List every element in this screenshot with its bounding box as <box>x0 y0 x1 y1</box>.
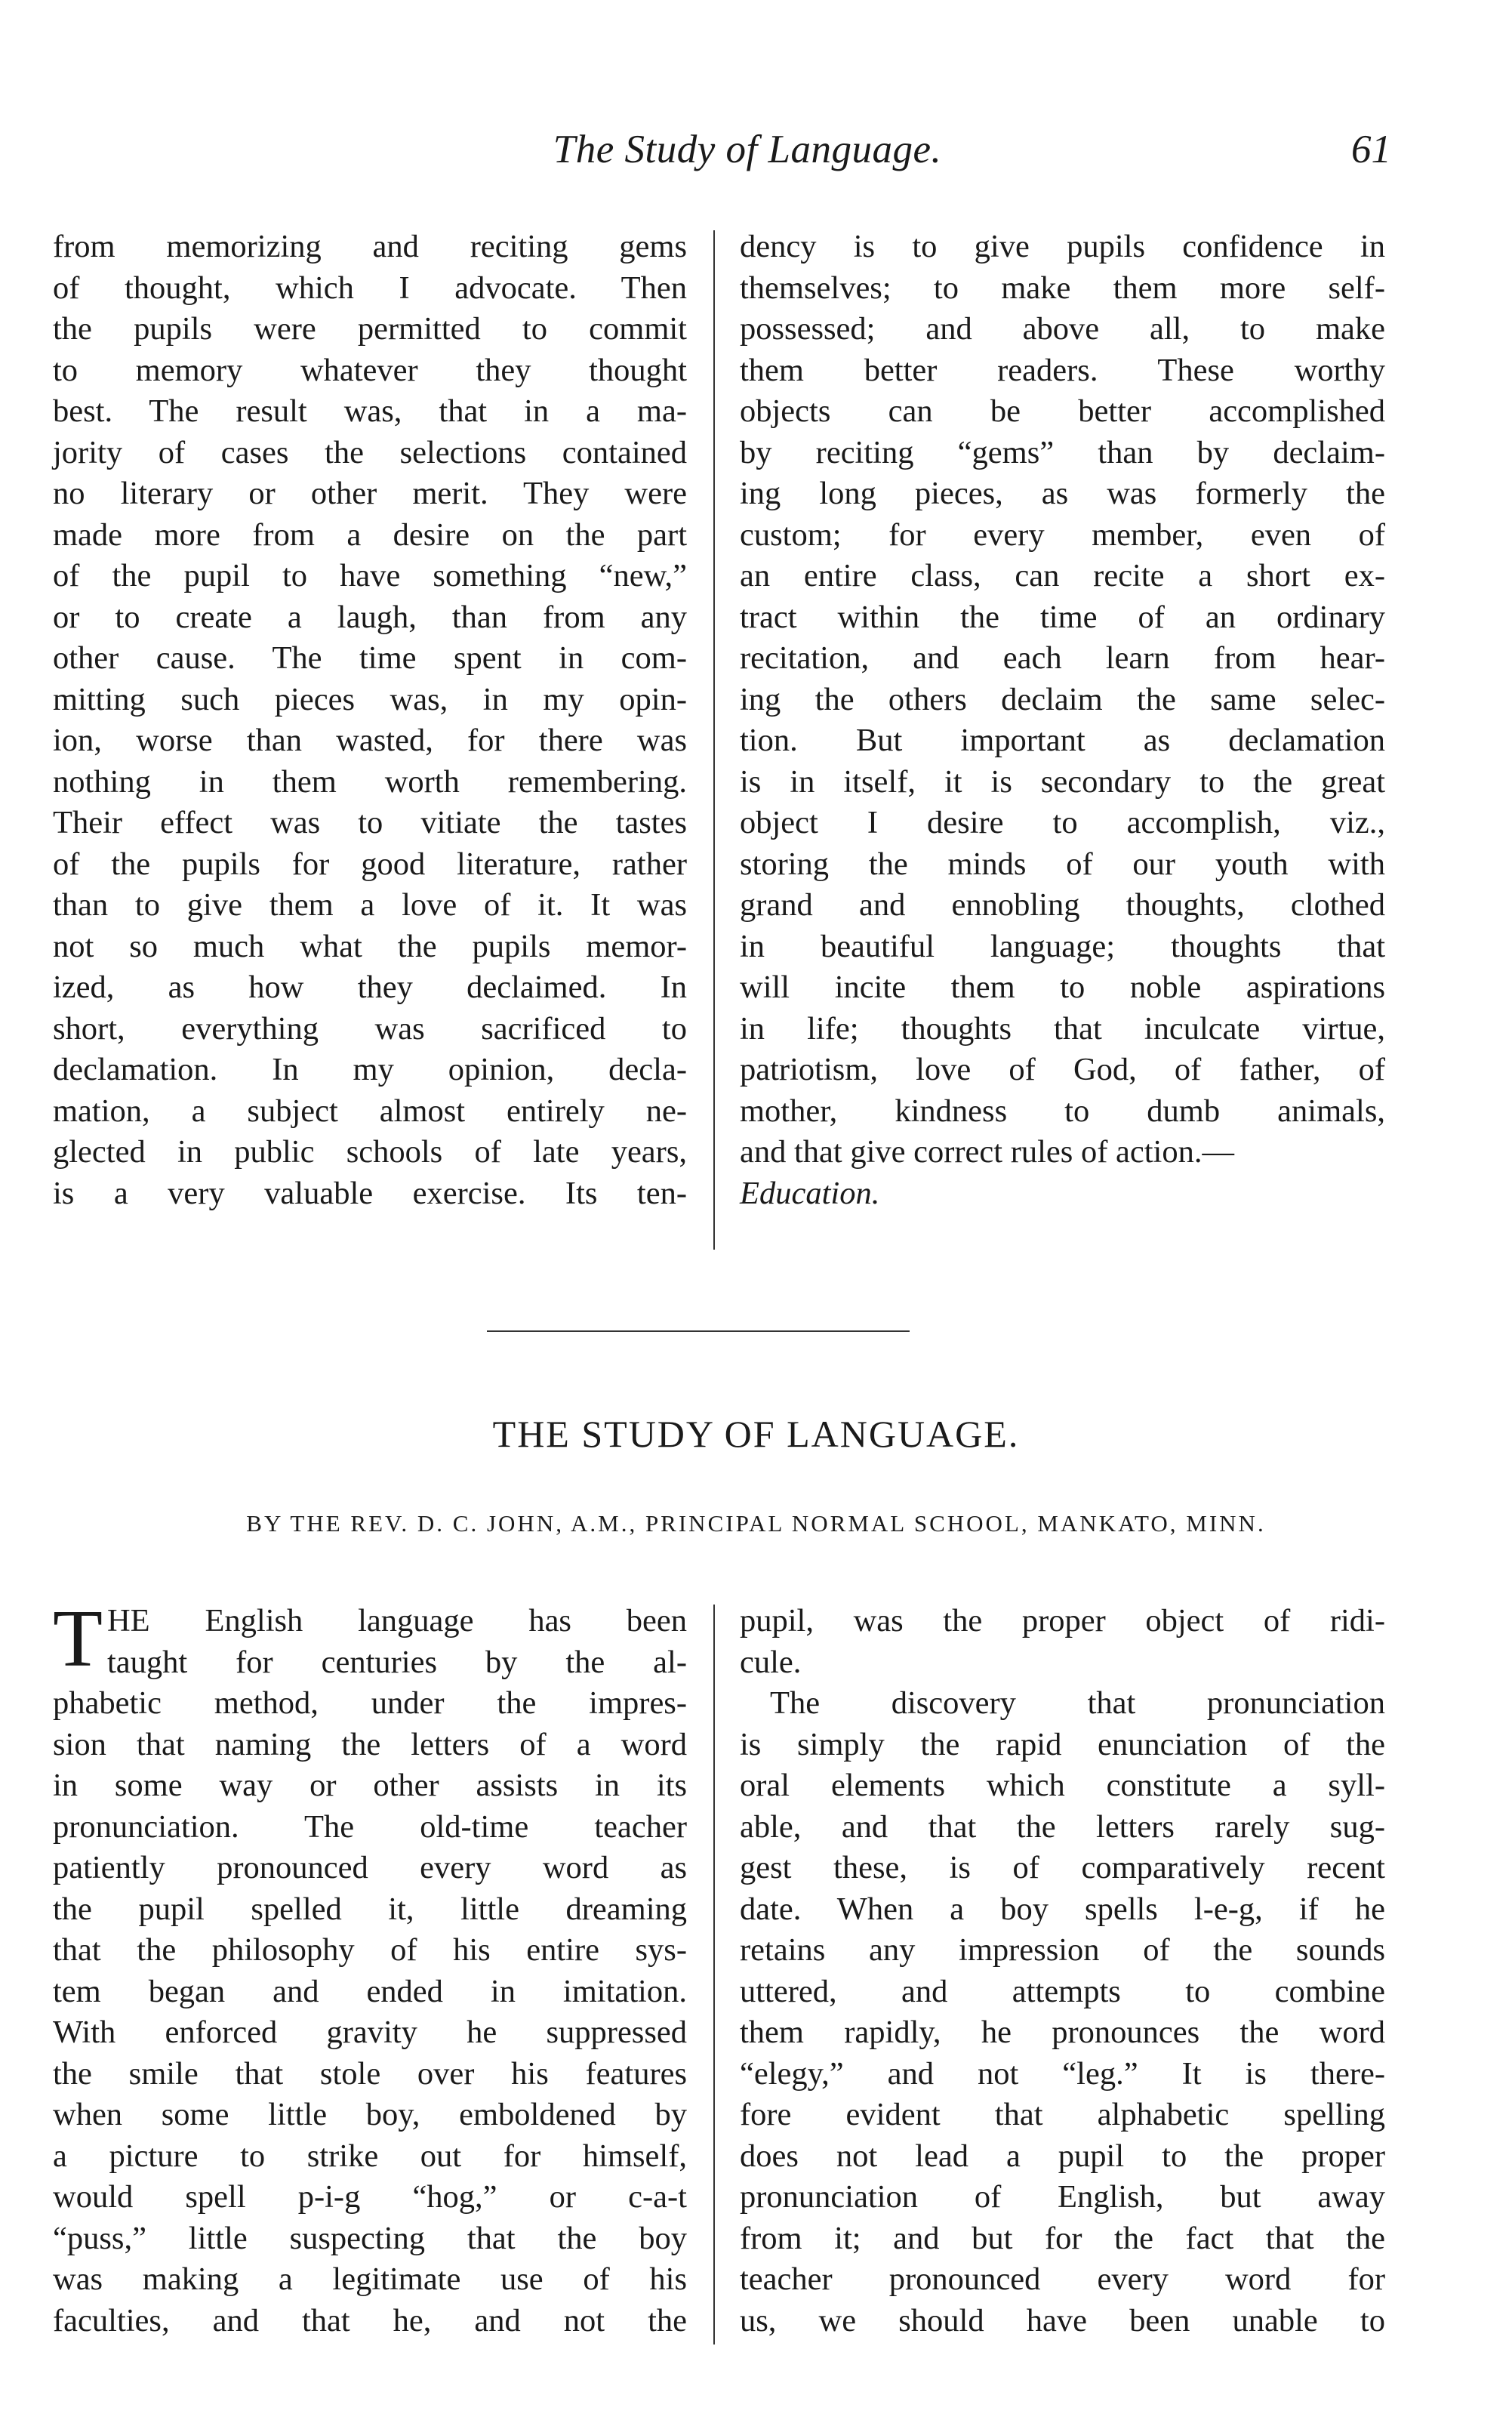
text-line: the pupils were permitted to commit <box>53 311 687 347</box>
text-line: patriotism, love of God, of father, of <box>740 1052 1385 1087</box>
text-line: ized, as how they declaimed. In <box>53 970 687 1005</box>
text-line: them rapidly, he pronounces the word <box>740 2015 1385 2050</box>
section-divider <box>487 1330 910 1332</box>
text-line: possessed; and above all, to make <box>740 311 1385 347</box>
text-line: teacher pronounced every word for <box>740 2261 1385 2297</box>
running-head <box>0 127 1512 180</box>
text-line: to memory whatever they thought <box>53 352 687 388</box>
text-line: that the philosophy of his entire sys- <box>53 1932 687 1968</box>
text-line: objects can be better accomplished <box>740 393 1385 429</box>
text-line: uttered, and attempts to combine <box>740 1973 1385 2009</box>
text-line: taught for centuries by the al- <box>106 1644 687 1680</box>
text-line: is a very valuable exercise. Its ten- <box>53 1175 687 1211</box>
text-line: recitation, and each learn from hear- <box>740 640 1385 676</box>
text-line: was making a legitimate use of his <box>53 2261 687 2297</box>
article-byline: BY THE REV. D. C. JOHN, A.M., PRINCIPAL NORMAL SCHOOL, MANKATO, MINN. <box>246 1510 1266 1537</box>
text-line: is simply the rapid enunciation of the <box>740 1726 1385 1762</box>
text-line: able, and that the letters rarely sug- <box>740 1808 1385 1845</box>
text-line: pronunciation. The old-time teacher <box>53 1808 687 1845</box>
text-line: and that give correct rules of action.— <box>740 1134 1234 1170</box>
running-title: The Study of Language. <box>553 128 942 171</box>
text-line: mother, kindness to dumb animals, <box>740 1093 1385 1129</box>
text-line: from it; and but for the fact that the <box>740 2220 1385 2256</box>
text-line: date. When a boy spells l-e-g, if he <box>740 1891 1385 1927</box>
text-line: pupil, was the proper object of ridi- <box>740 1603 1385 1639</box>
text-line: phabetic method, under the impres- <box>53 1685 687 1721</box>
text-line: best. The result was, that in a ma- <box>53 393 687 429</box>
text-line: not so much what the pupils memor- <box>53 928 687 964</box>
text-line: mitting such pieces was, in my opin- <box>53 681 687 717</box>
text-line: of thought, which I advocate. Then <box>53 270 687 306</box>
text-line: ing the others declaim the same selec- <box>740 681 1385 717</box>
text-line: other cause. The time spent in com- <box>53 640 687 676</box>
text-line: would spell p-i-g “hog,” or c-a-t <box>53 2179 687 2215</box>
text-line: short, everything was sacrificed to <box>53 1010 687 1047</box>
text-line: or to create a laugh, than from any <box>53 599 687 635</box>
text-line: Their effect was to vitiate the tastes <box>53 805 687 840</box>
column-divider <box>713 230 715 1250</box>
text-line: made more from a desire on the part <box>53 516 687 553</box>
text-line: in beautiful language; thoughts that <box>740 928 1385 964</box>
text-line: ing long pieces, as was formerly the <box>740 476 1385 511</box>
text-line: grand and ennobling thoughts, clothed <box>740 887 1385 923</box>
text-line: declamation. In my opinion, decla- <box>53 1052 687 1087</box>
text-line: mation, a subject almost entirely ne- <box>53 1093 687 1129</box>
text-line: us, we should have been unable to <box>740 2302 1385 2338</box>
text-line: no literary or other merit. They were <box>53 476 687 511</box>
text-line: tract within the time of an ordinary <box>740 599 1385 635</box>
article-title: THE STUDY OF LANGUAGE. <box>492 1413 1020 1455</box>
text-line: when some little boy, emboldened by <box>53 2097 687 2132</box>
text-line: tion. But important as declamation <box>740 723 1385 758</box>
text-line: With enforced gravity he suppressed <box>53 2015 687 2050</box>
text-line: custom; for every member, even of <box>740 516 1385 553</box>
text-line: sion that naming the letters of a word <box>53 1726 687 1762</box>
column-divider <box>713 1605 715 2344</box>
text-line: HE English language has been <box>106 1603 687 1639</box>
text-line: patiently pronounced every word as <box>53 1850 687 1885</box>
text-line: The discovery that pronunciation <box>770 1685 1385 1721</box>
text-line: in some way or other assists in its <box>53 1768 687 1803</box>
text-line: the smile that stole over his features <box>53 2055 687 2092</box>
text-line: by reciting “gems” than by declaim- <box>740 434 1385 470</box>
text-line: the pupil spelled it, little dreaming <box>53 1891 687 1927</box>
text-line: object I desire to accomplish, viz., <box>740 805 1385 840</box>
text-line: “elegy,” and not “leg.” It is there- <box>740 2055 1385 2092</box>
text-line: dency is to give pupils confidence in <box>740 229 1385 264</box>
source-citation: Education. <box>740 1175 880 1211</box>
text-line: nothing in them worth remembering. <box>53 763 687 800</box>
text-line: them better readers. These worthy <box>740 352 1385 388</box>
text-line: oral elements which constitute a syll- <box>740 1768 1385 1803</box>
text-line: “puss,” little suspecting that the boy <box>53 2220 687 2256</box>
text-line: faculties, and that he, and not the <box>53 2302 687 2338</box>
text-line: themselves; to make them more self- <box>740 270 1385 306</box>
drop-cap: T <box>53 1594 103 1684</box>
page-number: 61 <box>1351 128 1391 171</box>
upper-right-column <box>740 227 1385 1214</box>
text-line: of the pupil to have something “new,” <box>53 558 687 593</box>
article-right-column <box>740 1601 1385 2341</box>
text-line: will incite them to noble aspirations <box>740 970 1385 1005</box>
text-line: jority of cases the selections contained <box>53 434 687 470</box>
text-line: ion, worse than wasted, for there was <box>53 723 687 758</box>
text-line: retains any impression of the sounds <box>740 1932 1385 1968</box>
article-left-column <box>53 1594 687 2341</box>
text-line: in life; thoughts that inculcate virtue, <box>740 1010 1385 1047</box>
text-line: glected in public schools of late years, <box>53 1134 687 1170</box>
text-line: an entire class, can recite a short ex- <box>740 558 1385 593</box>
text-line: than to give them a love of it. It was <box>53 887 687 923</box>
text-line: does not lead a pupil to the proper <box>740 2138 1385 2174</box>
upper-left-column <box>53 227 687 1214</box>
text-line: storing the minds of our youth with <box>740 846 1385 882</box>
text-line: gest these, is of comparatively recent <box>740 1850 1385 1885</box>
text-line: from memorizing and reciting gems <box>53 229 687 264</box>
text-line: is in itself, it is secondary to the great <box>740 763 1385 800</box>
text-line: cule. <box>740 1644 802 1680</box>
text-line: a picture to strike out for himself, <box>53 2138 687 2174</box>
text-line: pronunciation of English, but away <box>740 2179 1385 2215</box>
text-line: tem began and ended in imitation. <box>53 1973 687 2009</box>
text-line: fore evident that alphabetic spelling <box>740 2097 1385 2132</box>
text-line: of the pupils for good literature, rather <box>53 846 687 882</box>
